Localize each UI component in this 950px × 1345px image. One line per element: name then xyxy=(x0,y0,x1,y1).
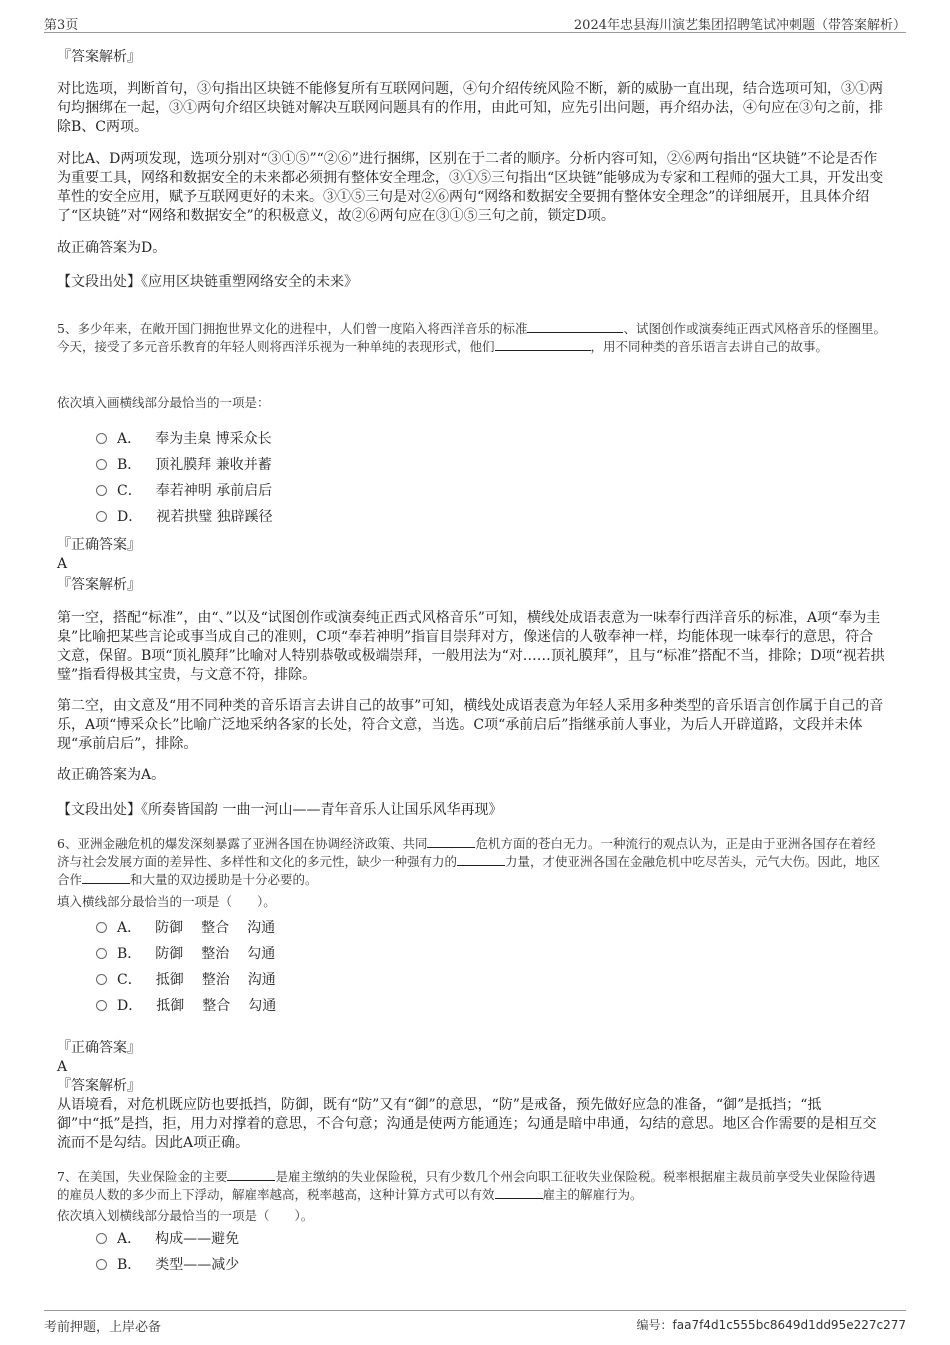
q7-option-b[interactable] xyxy=(96,1255,239,1275)
q6-stem xyxy=(57,835,887,889)
option-letter: A． xyxy=(117,431,142,447)
radio-icon[interactable] xyxy=(96,1233,107,1244)
q5-prompt: 依次填入画横线部分最恰当的一项是： xyxy=(57,395,270,410)
radio-icon[interactable] xyxy=(96,433,107,444)
q5-option-a[interactable] xyxy=(96,429,272,449)
q6-option-b[interactable] xyxy=(96,944,275,964)
option-text: 顶礼膜拜 兼收并蓄 xyxy=(155,457,272,473)
q6-analysis-label: 『答案解析』 xyxy=(57,1078,141,1094)
q5-conclusion: 故正确答案为A。 xyxy=(57,767,166,783)
q6-option-c[interactable] xyxy=(96,970,276,990)
q7-stem-part-2: 是雇主缴纳的失业保险税，只有少数几个州会向职工征收失业保险税。税率根据雇主裁员前享受失业保险待遇的雇员人数的多少而上下浮动，解雇率越高，税率越高，这种计算方式可以有效 xyxy=(57,1169,876,1202)
q6-answer: A xyxy=(57,1059,68,1075)
option-word-3: 沟通 xyxy=(247,920,276,936)
q7-stem-part-3: 雇主的解雇行为。 xyxy=(542,1187,643,1202)
option-text: 视若拱璧 独辟蹊径 xyxy=(156,509,273,525)
option-word-1: 抵御 xyxy=(155,972,184,988)
radio-icon[interactable] xyxy=(96,922,107,933)
q4-analysis-label: 『答案解析』 xyxy=(57,49,141,65)
q6-blank-2 xyxy=(457,865,505,866)
q5-stem-part-2: 、试图创作或演奏纯正西式风格音乐的怪圈里。今天，接受了多元音乐教育的年轻人则将西洋乐视为一种单纯的表现形式，他们 xyxy=(57,321,886,354)
option-letter: D． xyxy=(117,509,143,525)
option-word-2: 整治 xyxy=(201,972,230,988)
q5-answer-label: 『正确答案』 xyxy=(57,537,141,553)
option-word-3: 勾通 xyxy=(247,946,276,962)
radio-icon[interactable] xyxy=(96,1259,107,1270)
option-word-1: 防御 xyxy=(155,920,184,936)
document-id: 编号：faa7f4d1c555bc8649d1dd95e227c277 xyxy=(636,1318,906,1332)
q6-blank-3 xyxy=(82,883,130,884)
radio-icon[interactable] xyxy=(96,948,107,959)
q7-option-a[interactable] xyxy=(96,1229,239,1249)
q4-analysis-paragraph-2: 对比A、D两项发现，选项分别对“③①⑤”“②⑥”进行捆绑，区别在于二者的顺序。分析内容可知，②⑥两句指出“区块链”不论是否作为重要工具，网络和数据安全的未来都必须拥有整体安全理念，③①⑤三句指出“区块链”能够成为专家和工程师的强大工具，开发出变革性的安全应用，赋予互联网更好的未来。③①⑤三句是对②⑥两句“网络和数据安全要拥有整体安全理念”的详细展开，且具体介绍了“区块链”对“网络和数据安全”的积极意义，故②⑥两句应在③①⑤三句之前，锁定D项。 xyxy=(57,151,884,224)
radio-icon[interactable] xyxy=(96,485,107,496)
option-letter: D． xyxy=(117,998,143,1014)
option-word-3: 勾通 xyxy=(248,998,277,1014)
q6-stem-part-2: 危机方面的苍白无力。一种流行的观点认为，正是由于亚洲各国存在着经济与社会发展方面的差异性、多样性和文化的多元性，缺少一种强有力的 xyxy=(57,836,876,869)
q6-stem-part-1: 6、亚洲金融危机的爆发深刻暴露了亚洲各国在协调经济政策、共同 xyxy=(57,836,428,851)
q6-answer-label: 『正确答案』 xyxy=(57,1040,141,1056)
radio-icon[interactable] xyxy=(96,1000,107,1011)
q4-source: 【文段出处】《应用区块链重塑网络安全的未来》 xyxy=(57,274,358,290)
q6-option-d[interactable] xyxy=(96,996,276,1016)
q6-prompt: 填入横线部分最恰当的一项是（ ）。 xyxy=(57,894,276,909)
q5-option-b[interactable] xyxy=(96,455,272,475)
q5-stem xyxy=(57,320,887,356)
option-letter: A． xyxy=(117,1231,142,1247)
option-word-1: 防御 xyxy=(155,946,184,962)
option-text: 类型——减少 xyxy=(155,1257,240,1273)
option-word-1: 抵御 xyxy=(156,998,185,1014)
option-letter: C． xyxy=(117,483,142,499)
page-footer xyxy=(44,1310,906,1337)
page-header xyxy=(44,10,906,33)
q6-stem-part-4: 和大量的双边援助是十分必要的。 xyxy=(130,872,318,887)
q7-blank-1 xyxy=(227,1180,275,1181)
q6-stem-part-3: 力量，才使亚洲各国在金融危机中吃尽苦头，元气大伤。因此，地区合作 xyxy=(57,854,881,887)
q5-option-d[interactable] xyxy=(96,507,273,527)
option-letter: B． xyxy=(117,1257,142,1273)
option-text: 奉若神明 承前启后 xyxy=(155,483,273,499)
radio-icon[interactable] xyxy=(96,974,107,985)
option-word-2: 整治 xyxy=(201,946,230,962)
q5-analysis-paragraph-2: 第二空，由文意及“用不同种类的音乐语言去讲自己的故事”可知，横线处成语表意为年轻人采用多种类型的音乐语言创作属于自己的音乐，A项“博采众长”比喻广泛地采纳各家的长处，符合文意，当选。C项“承前启后”指继承前人事业，为后人开辟道路，文段并未体现“承前启后”，排除。 xyxy=(57,698,884,752)
radio-icon[interactable] xyxy=(96,459,107,470)
q5-source: 【文段出处】《所奏皆国韵 一曲一河山——青年音乐人让国乐风华再现》 xyxy=(57,802,503,818)
page-number: 第3页 xyxy=(44,18,79,33)
option-letter: B． xyxy=(117,457,142,473)
q5-analysis-paragraph-1: 第一空，搭配“标准”，由“、”以及“试图创作或演奏纯正西式风格音乐”可知，横线处成语表意为一味奉行西洋音乐的标准，A项“奉为圭臬”比喻把某些言论或事当成自己的准则，C项“奉若神明”指盲目崇拜对方，像迷信的人敬奉神一样，均能体现一味奉行的意思，符合文意，保留。B项“顶礼膜拜”比喻对人特别恭敬或极端崇拜，一般用法为“对……顶礼膜拜”，且与“标准”搭配不当，排除；D项“视若拱璧”指看得极其宝贵，与文意不符，排除。 xyxy=(57,610,885,683)
document-title: 2024年忠县海川演艺集团招聘笔试冲刺题（带答案解析） xyxy=(573,18,906,33)
option-letter: C． xyxy=(117,972,142,988)
q5-stem-part-1: 5、多少年来，在敞开国门拥抱世界文化的进程中，人们曾一度陷入将西洋音乐的标准 xyxy=(57,321,528,336)
option-word-2: 整合 xyxy=(202,998,231,1014)
option-text: 奉为圭臬 博采众长 xyxy=(155,431,272,447)
q5-option-c[interactable] xyxy=(96,481,272,501)
q7-prompt: 依次填入划横线部分最恰当的一项是（ ）。 xyxy=(57,1208,314,1223)
q6-blank-1 xyxy=(427,847,475,848)
option-letter: A． xyxy=(117,920,142,936)
radio-icon[interactable] xyxy=(96,511,107,522)
q5-blank-2 xyxy=(495,350,591,351)
q5-blank-1 xyxy=(527,332,623,333)
option-text: 构成——避免 xyxy=(155,1231,240,1247)
option-word-2: 整合 xyxy=(201,920,230,936)
q7-blank-2 xyxy=(495,1198,543,1199)
q5-stem-part-3: ，用不同种类的音乐语言去讲自己的故事。 xyxy=(590,339,829,354)
q4-analysis-paragraph-1: 对比选项，判断首句，③句指出区块链不能修复所有互联网问题，④句介绍传统风险不断，新的威胁一直出现，结合选项可知，③①两句均捆绑在一起，③①两句介绍区块链对解决互联网问题具有的作用，由此可知，应先引出问题，再介绍办法，④句应在③句之前，排除B、C两项。 xyxy=(57,81,883,135)
q5-analysis-label: 『答案解析』 xyxy=(57,577,141,593)
footer-note: 考前押题，上岸必备 xyxy=(44,1320,162,1335)
q6-analysis: 从语境看，对危机既应防也要抵挡，防御，既有“防”又有“御”的意思，“防”是戒备，预先做好应急的准备，“御”是抵挡；“抵御”中“抵”是挡，拒，用力对撑着的意思，不合句意；沟通是使两方能通连；勾通是暗中串通，勾结的意思。地区合作需要的是相互交流而不是勾结。因此A项正确。 xyxy=(57,1097,877,1151)
q5-answer: A xyxy=(57,556,68,572)
q6-option-a[interactable] xyxy=(96,918,275,938)
option-letter: B． xyxy=(117,946,142,962)
q4-conclusion: 故正确答案为D。 xyxy=(57,240,167,256)
option-word-3: 沟通 xyxy=(247,972,276,988)
q7-stem-part-1: 7、在美国，失业保险金的主要 xyxy=(57,1169,228,1184)
q7-stem xyxy=(57,1168,887,1204)
